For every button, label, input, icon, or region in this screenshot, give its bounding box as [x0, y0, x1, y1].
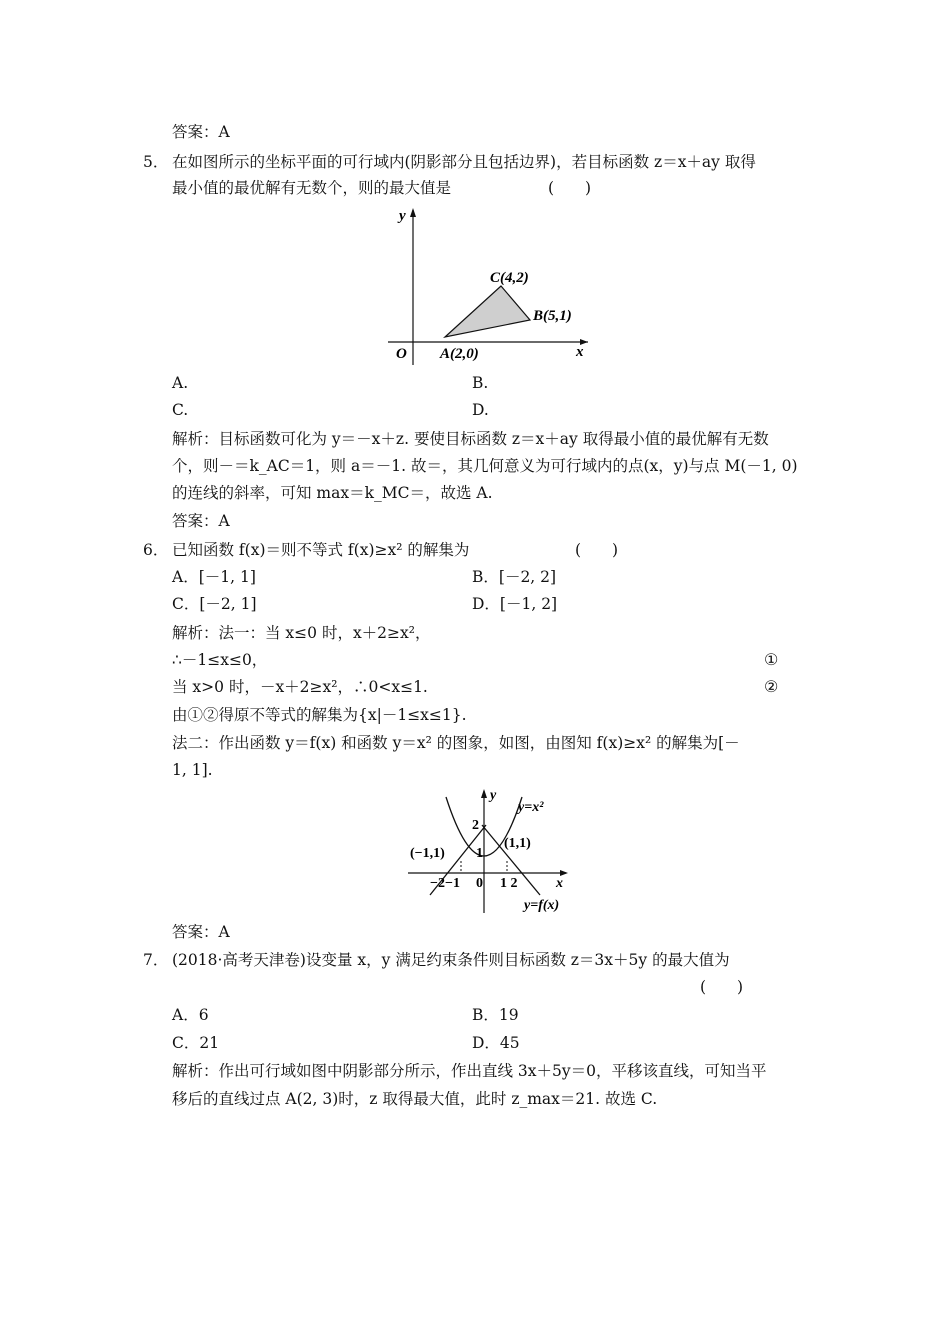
q6-option-d: D．[－1, 2] [472, 595, 558, 613]
q6-solution-line6: 1, 1]. [172, 761, 213, 779]
q7-option-c: C．21 [172, 1034, 220, 1052]
q6-solution-line1: 解析：法一：当 x≤0 时，x＋2≥x²， [172, 624, 431, 642]
q7-option-d: D．45 [472, 1034, 520, 1052]
q6-y-label: y [490, 788, 497, 803]
q7-solution-line1: 解析：作出可行域如图中阴影部分所示，作出直线 3x＋5y＝0，平移该直线，可知当平 [172, 1062, 767, 1080]
q5-option-a: A. [172, 374, 189, 392]
q6-solution-line4: 由①②得原不等式的解集为{x|－1≤x≤1}. [172, 706, 467, 724]
q6-ticks-right-label: 1 2 [500, 876, 518, 891]
q5-y-arrow-icon [410, 208, 416, 217]
q7-stem-line1: (2018·高考天津卷)设变量 x，y 满足约束条件则目标函数 z＝3x＋5y 的最大值为 [172, 951, 730, 969]
q6-answer-paren: ( ) [575, 541, 619, 559]
q6-tick-1-label: 1 [476, 846, 483, 861]
q4-answer: 答案：A [172, 123, 230, 141]
q5-y-label: y [399, 208, 406, 224]
q6-x-label: x [556, 876, 563, 891]
q5-stem-line1: 在如图所示的坐标平面的可行域内(阴影部分且包括边界)，若目标函数 z＝x＋ay 取得 [172, 153, 756, 171]
q6-solution-line2: ∴－1≤x≤0， [172, 651, 268, 669]
q5-point-b-label: B(5,1) [533, 308, 572, 324]
q7-option-b: B．19 [472, 1006, 519, 1024]
q5-feasible-region-figure [380, 200, 600, 370]
q6-solution-line5: 法二：作出函数 y＝f(x) 和函数 y＝x² 的图象，如图，由图知 f(x)≥x² 的解集为[－ [172, 734, 740, 752]
q5-solution-line2: 个，则－＝k_AC＝1，则 a＝－1. 故＝，其几何意义为可行域内的点(x，y)与点 M(－1, 0) [172, 457, 798, 475]
q5-answer: 答案：A [172, 512, 230, 530]
q6-left-point-label: (−1,1) [410, 846, 445, 861]
q7-answer-paren: ( ) [700, 978, 744, 996]
q5-option-b: B. [472, 374, 489, 392]
q5-option-c: C. [172, 401, 189, 419]
q5-solution-line3: 的连线的斜率，可知 max＝k_MC＝，故选 A. [172, 484, 493, 502]
q6-ticks-left-label: −2−1 [430, 876, 460, 891]
q6-option-c: C．[－2, 1] [172, 595, 257, 613]
q6-f-label: y=f(x) [524, 898, 560, 913]
q5-origin-label: O [396, 346, 407, 362]
q6-parabola-label: y=x² [518, 800, 544, 815]
q6-origin-label: 0 [476, 876, 483, 891]
q6-answer: 答案：A [172, 923, 230, 941]
q5-solution-line1: 解析：目标函数可化为 y＝－x＋z. 要使目标函数 z＝x＋ay 取得最小值的最优解有无数 [172, 430, 769, 448]
q5-option-d: D. [472, 401, 489, 419]
q5-point-c-label: C(4,2) [490, 270, 529, 286]
q6-number: 6． [143, 541, 169, 559]
q6-mark-1: ① [764, 650, 779, 669]
q5-shaded-region [445, 286, 530, 337]
q5-point-a-label: A(2,0) [440, 346, 479, 362]
q6-tick-2-label: 2 [472, 818, 479, 833]
q6-graph-figure [400, 785, 590, 917]
q6-mark-2: ② [764, 677, 779, 696]
q6-stem-line1: 已知函数 f(x)＝则不等式 f(x)≥x² 的解集为 [172, 541, 470, 559]
q5-x-label: x [576, 344, 584, 360]
q5-number: 5． [143, 153, 169, 171]
q6-option-a: A．[－1, 1] [172, 568, 256, 586]
q6-y-arrow-icon [481, 789, 487, 798]
q7-number: 7． [143, 951, 169, 969]
q5-answer-paren: ( ) [548, 179, 592, 197]
q7-option-a: A．6 [172, 1006, 209, 1024]
q6-option-b: B．[－2, 2] [472, 568, 557, 586]
q6-solution-line3: 当 x>0 时，－x＋2≥x²，∴0<x≤1. [172, 678, 428, 696]
q7-solution-line2: 移后的直线过点 A(2, 3)时，z 取得最大值，此时 z_max＝21. 故选 C. [172, 1090, 658, 1108]
q6-right-point-label: (1,1) [504, 836, 531, 851]
q5-stem-line2: 最小值的最优解有无数个，则的最大值是 [172, 179, 452, 197]
